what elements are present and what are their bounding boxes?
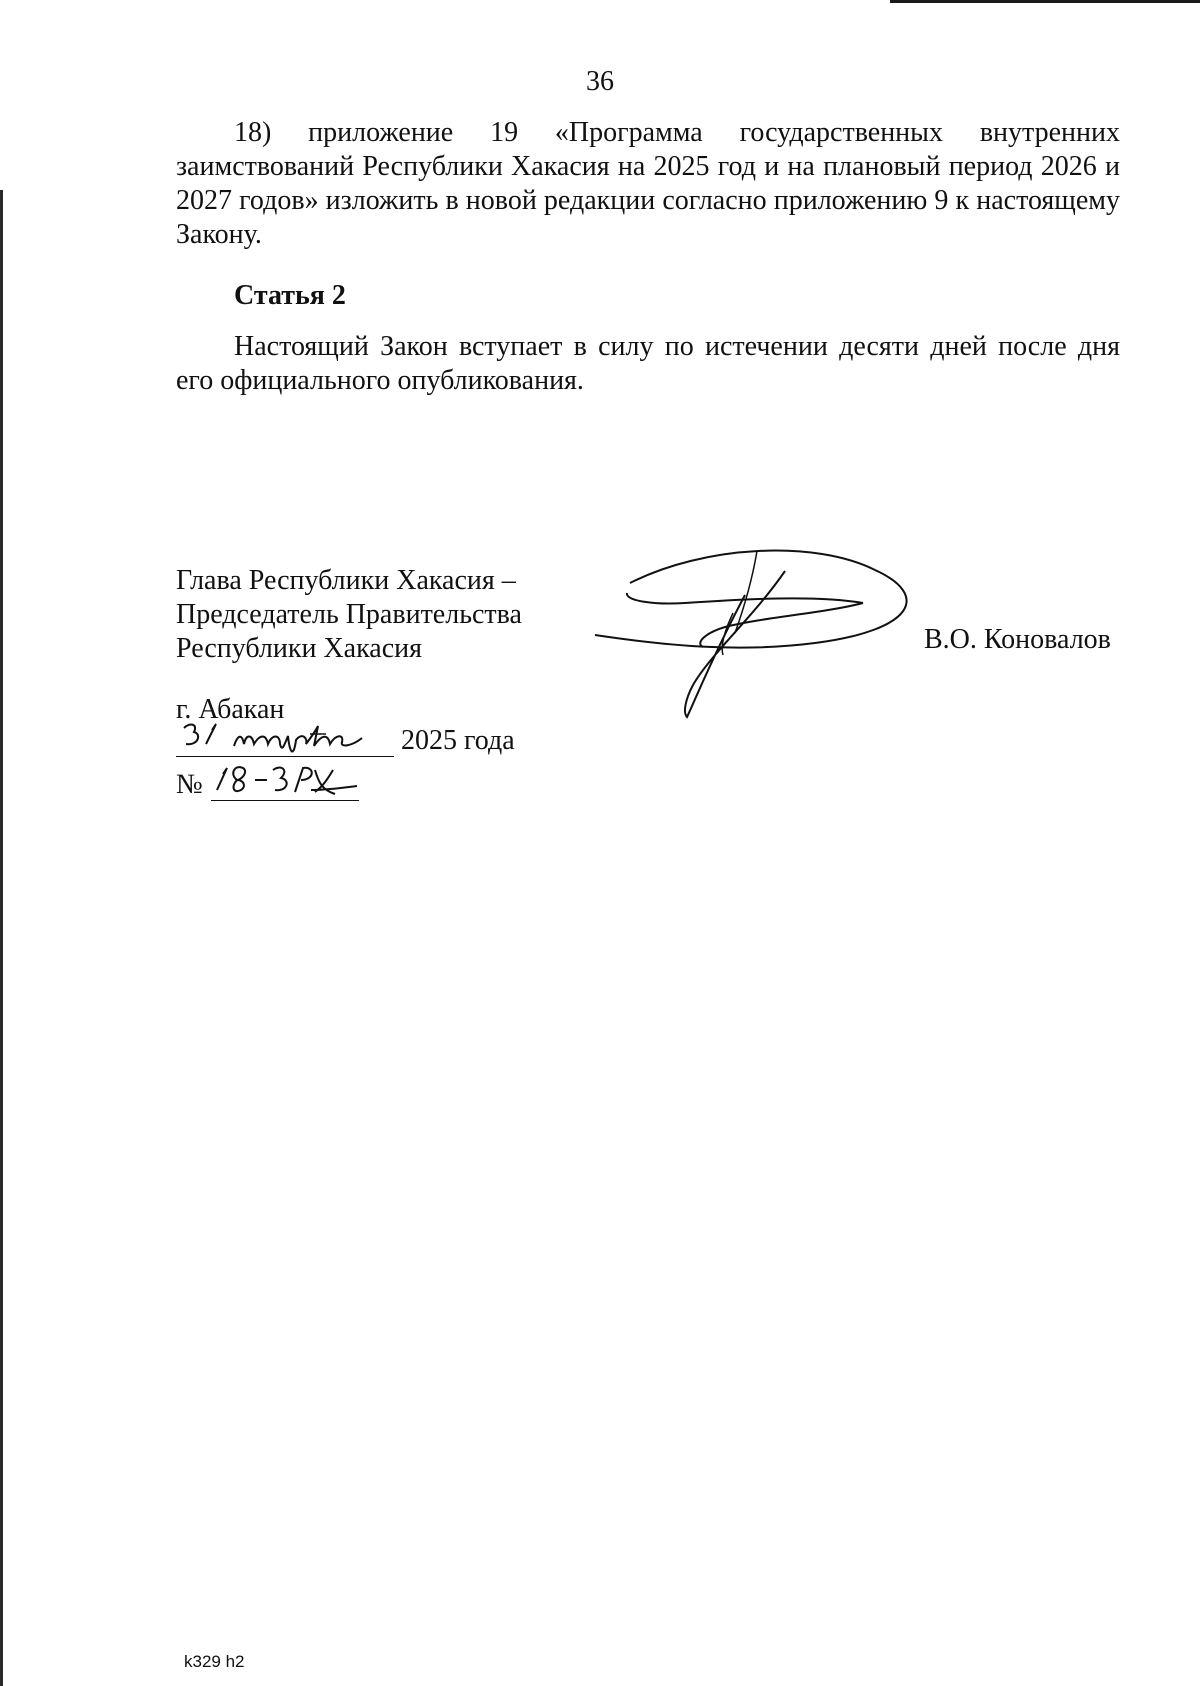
scan-edge-left <box>0 190 3 1686</box>
article-heading: Статья 2 <box>234 280 346 311</box>
document-number <box>176 766 359 801</box>
handwritten-date <box>176 716 394 756</box>
scan-edge-top <box>890 0 1200 3</box>
date-year: 2025 года <box>401 725 515 756</box>
signatory-name: В.О. Коновалов <box>924 624 1111 655</box>
signatory-title-line: Глава Республики Хакасия – <box>176 565 516 596</box>
footer-code: k329 h2 <box>184 1652 245 1671</box>
signatory-title-line: Председатель Правительства <box>176 599 522 630</box>
handwritten-number <box>211 760 359 800</box>
handwritten-number-field <box>211 766 359 801</box>
signatory-title <box>176 564 522 666</box>
handwritten-signature <box>585 535 945 725</box>
number-symbol: № <box>176 769 203 800</box>
signatory-title-line: Республики Хакасия <box>176 633 423 664</box>
signing-place: г. Абакан <box>176 694 285 725</box>
article-text-paragraph: Настоящий Закон вступает в силу по истечении десяти дней после дня его официального опубликования. <box>176 331 1120 396</box>
amendment-item-paragraph: 18) приложение 19 «Программа государственных внутренних заимствований Республики Хакасия на 2025 год и на плановый период 2026 и 2027 годов» изложить в новой редакции согласно приложению 9 к настоящему Закону. <box>176 117 1120 250</box>
page-number: 36 <box>586 66 614 97</box>
signing-date <box>176 722 515 757</box>
handwritten-date-field <box>176 722 394 757</box>
